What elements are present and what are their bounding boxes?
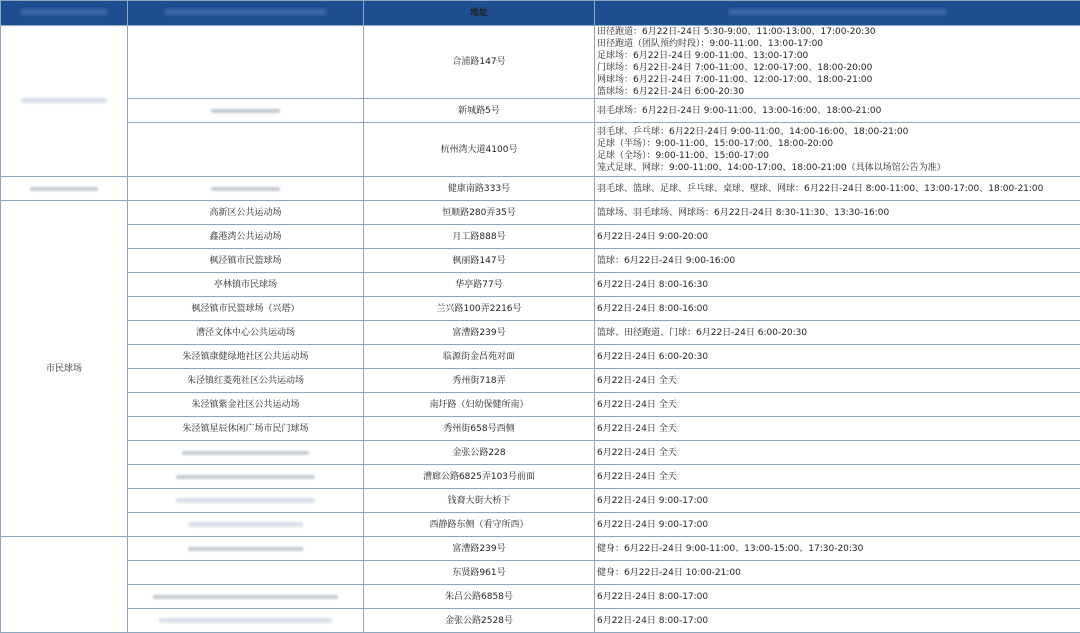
address-cell: 漕廊公路6825弄103号前面 (364, 465, 595, 489)
table-row (1, 393, 1080, 417)
address-cell: 秀州街718弄 (364, 369, 595, 393)
address-cell: 西静路东侧（看守所西） (364, 513, 595, 537)
table-row (1, 321, 1080, 345)
address-cell: 临源街金昌苑对面 (364, 345, 595, 369)
hours-cell: 6月22日-24日 8:00-17:00 (595, 585, 1080, 609)
name-cell (128, 609, 364, 633)
name-cell: 朱泾镇星辰休闲广场市民门球场 (128, 417, 364, 441)
table-row (1, 123, 1080, 177)
address-cell: 朱吕公路6858号 (364, 585, 595, 609)
hours-line: 门球场：6月22日-24日 7:00-11:00、12:00-17:00、18:00-20:00 (597, 63, 873, 73)
name-cell: 朱泾镇紫金社区公共运动场 (128, 393, 364, 417)
name-cell (128, 177, 364, 201)
category-cell (1, 537, 128, 633)
name-cell: 鑫港湾公共运动场 (128, 225, 364, 249)
address-cell: 金张公路2528号 (364, 609, 595, 633)
name-cell (128, 489, 364, 513)
table-row (1, 585, 1080, 609)
address-cell: 钱裔大街大桥下 (364, 489, 595, 513)
address-cell: 秀州街658号西侧 (364, 417, 595, 441)
table-row (1, 26, 1080, 99)
redacted-text (176, 498, 315, 503)
name-cell (128, 537, 364, 561)
redacted-text (30, 187, 97, 191)
address-cell: 合浦路147号 (364, 26, 595, 99)
hours-cell (595, 123, 1080, 177)
header-category (1, 1, 128, 26)
hours-cell: 6月22日-24日 9:00-17:00 (595, 489, 1080, 513)
hours-cell: 6月22日-24日 全天 (595, 369, 1080, 393)
name-cell (128, 561, 364, 585)
table-row (1, 465, 1080, 489)
hours-cell: 篮球、田径跑道、门球：6月22日-24日 6:00-20:30 (595, 321, 1080, 345)
hours-line: 足球（全场）：9:00-11:00、15:00-17:00 (597, 150, 770, 161)
name-cell: 枫泾镇市民篮球场（兴塔） (128, 297, 364, 321)
name-cell (128, 513, 364, 537)
hours-cell: 健身：6月22日-24日 10:00-21:00 (595, 561, 1080, 585)
address-cell: 杭州湾大道4100号 (364, 123, 595, 177)
redacted-header (729, 9, 945, 15)
address-cell: 南圩路（妇幼保健所南） (364, 393, 595, 417)
redacted-text (21, 98, 106, 103)
address-cell: 健康南路333号 (364, 177, 595, 201)
hours-cell: 6月22日-24日 6:00-20:30 (595, 345, 1080, 369)
table-row (1, 297, 1080, 321)
name-cell: 高新区公共运动场 (128, 201, 364, 225)
hours-cell: 6月22日-24日 8:00-16:30 (595, 273, 1080, 297)
redacted-text (188, 522, 304, 527)
address-cell: 新城路5号 (364, 99, 595, 123)
name-cell (128, 441, 364, 465)
category-cell: 市民球场 (1, 201, 128, 537)
table-row (1, 273, 1080, 297)
table-row (1, 345, 1080, 369)
table-row (1, 201, 1080, 225)
name-cell: 枫泾镇市民篮球场 (128, 249, 364, 273)
hours-line: 田径跑道：6月22日-24日 5:30-9:00、11:00-13:00、17:00-20:30 (597, 27, 876, 37)
name-cell: 朱泾镇红菱苑社区公共运动场 (128, 369, 364, 393)
address-cell: 枫丽路147号 (364, 249, 595, 273)
table-row (1, 177, 1080, 201)
hours-line: 篮球场：6月22日-24日 6:00-20:30 (597, 87, 745, 97)
address-cell: 金张公路228 (364, 441, 595, 465)
table-row (1, 369, 1080, 393)
name-cell (128, 123, 364, 177)
table-row (1, 225, 1080, 249)
address-cell: 兰兴路100弄2216号 (364, 297, 595, 321)
redacted-text (182, 451, 309, 455)
name-cell: 漕泾文体中心公共运动场 (128, 321, 364, 345)
table-row (1, 441, 1080, 465)
redacted-text (188, 547, 304, 551)
name-cell: 亭林镇市民球场 (128, 273, 364, 297)
address-cell: 月工路888号 (364, 225, 595, 249)
address-cell: 富漕路239号 (364, 537, 595, 561)
address-cell: 富漕路239号 (364, 321, 595, 345)
hours-line: 网球场：6月22日-24日 7:00-11:00、12:00-17:00、18:00-21:00 (597, 75, 873, 85)
redacted-text (211, 109, 280, 113)
table-row (1, 609, 1080, 633)
header-name (128, 1, 364, 26)
name-cell: 朱泾镇康健绿地社区公共运动场 (128, 345, 364, 369)
name-cell (128, 26, 364, 99)
hours-cell: 6月22日-24日 9:00-17:00 (595, 513, 1080, 537)
name-cell (128, 465, 364, 489)
redacted-text (159, 618, 332, 623)
hours-cell: 6月22日-24日 全天 (595, 393, 1080, 417)
address-cell: 东贤路961号 (364, 561, 595, 585)
hours-cell: 6月22日-24日 全天 (595, 417, 1080, 441)
hours-cell: 羽毛球场：6月22日-24日 9:00-11:00、13:00-16:00、18:00-21:00 (595, 99, 1080, 123)
hours-cell: 6月22日-24日 8:00-16:00 (595, 297, 1080, 321)
hours-line: 足球场：6月22日-24日 9:00-11:00、13:00-17:00 (597, 51, 809, 61)
name-cell (128, 99, 364, 123)
category-cell (1, 26, 128, 177)
hours-cell: 6月22日-24日 全天 (595, 441, 1080, 465)
header-address: 地址 (364, 1, 595, 26)
table-row (1, 489, 1080, 513)
hours-cell (595, 26, 1080, 99)
redacted-header (21, 9, 106, 15)
redacted-header (165, 9, 327, 15)
header-hours (595, 1, 1080, 26)
hours-cell: 6月22日-24日 8:00-17:00 (595, 609, 1080, 633)
name-cell (128, 585, 364, 609)
hours-cell: 健身：6月22日-24日 9:00-11:00、13:00-15:00、17:30-20:30 (595, 537, 1080, 561)
redacted-text (153, 595, 338, 599)
hours-cell: 篮球场、羽毛球场、网球场：6月22日-24日 8:30-11:30、13:30-16:00 (595, 201, 1080, 225)
hours-line: 笼式足球、网球：9:00-11:00、14:00-17:00、18:00-21:00（具体以场馆公告为准） (597, 162, 946, 173)
table-row (1, 513, 1080, 537)
table-header-row (1, 1, 1080, 26)
redacted-text (211, 187, 280, 191)
hours-line: 羽毛球、乒乓球：6月22日-24日 9:00-11:00、14:00-16:00、18:00-21:00 (597, 126, 909, 137)
table-row (1, 561, 1080, 585)
address-cell: 华亭路77号 (364, 273, 595, 297)
table-row (1, 99, 1080, 123)
address-cell: 恒顺路280弄35号 (364, 201, 595, 225)
table-row (1, 537, 1080, 561)
hours-cell: 6月22日-24日 9:00-20:00 (595, 225, 1080, 249)
hours-cell: 羽毛球、篮球、足球、乒乓球、桌球、壁球、网球：6月22日-24日 8:00-11:00、13:00-17:00、18:00-21:00 (595, 177, 1080, 201)
hours-line: 足球（半场）：9:00-11:00、15:00-17:00、18:00-20:00 (597, 138, 834, 149)
hours-line: 田径跑道（团队预约时段）：9:00-11:00、13:00-17:00 (597, 39, 824, 49)
category-cell (1, 177, 128, 201)
hours-cell: 6月22日-24日 全天 (595, 465, 1080, 489)
table-row (1, 417, 1080, 441)
table-row (1, 249, 1080, 273)
hours-cell: 篮球：6月22日-24日 9:00-16:00 (595, 249, 1080, 273)
redacted-text (176, 475, 315, 479)
